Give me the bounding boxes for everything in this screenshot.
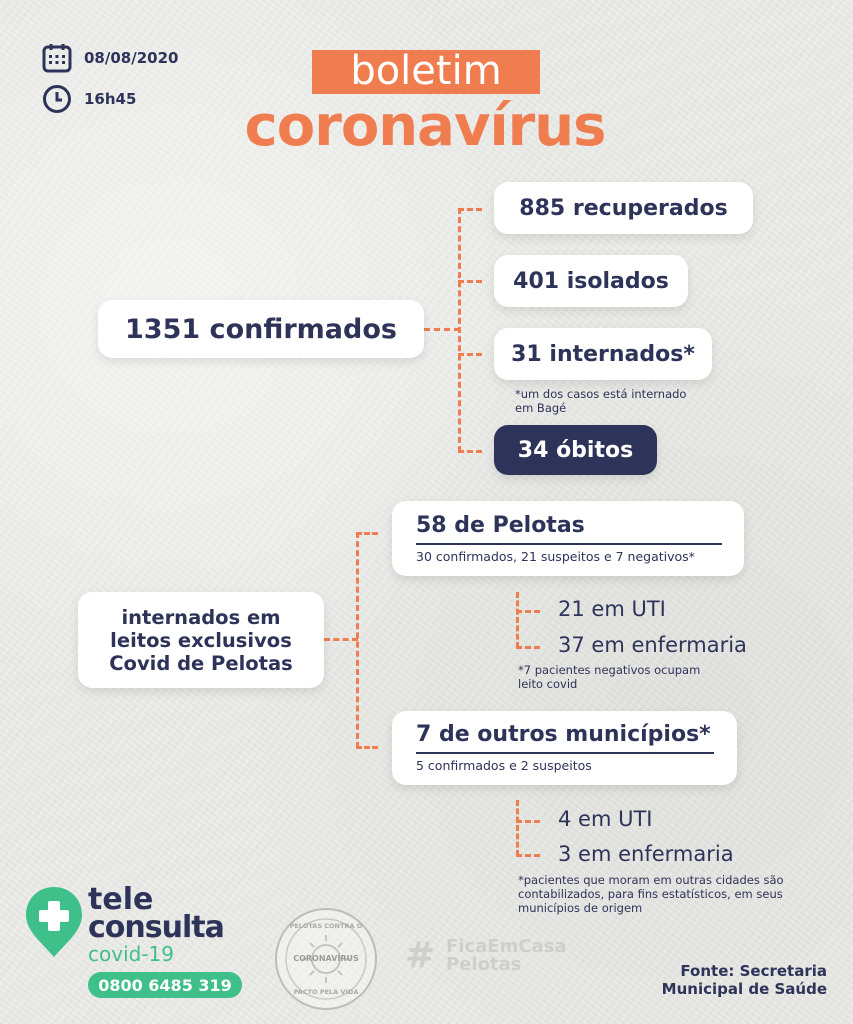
- confirmed-count: 1351 confirmados: [125, 313, 397, 345]
- hospitalized-note: *um dos casos está internado em Bagé: [515, 387, 687, 415]
- phone-number: 0800 6485 319: [98, 975, 232, 995]
- pelotas-card: [392, 501, 744, 576]
- seal-mid: CORONAVÍRUS: [293, 954, 359, 963]
- teleconsulta-consulta: consulta: [88, 910, 224, 945]
- hashtag-line-2: Pelotas: [446, 954, 522, 975]
- other-card: [392, 711, 737, 785]
- isolated-card: [494, 255, 688, 307]
- hashtag-line-1: FicaEmCasa: [446, 936, 567, 957]
- beds-label-card: [78, 592, 324, 688]
- connector: [458, 208, 482, 211]
- connector: [516, 820, 540, 823]
- seal-top: PELOTAS CONTRA O: [289, 922, 363, 930]
- other-detail: 5 confirmados e 2 suspeitos: [416, 758, 592, 773]
- other-note: *pacientes que moram em outras cidades são contabilizados, para fins estatísticos, em seus municípios de origem: [518, 873, 784, 915]
- connector: [458, 280, 482, 283]
- connector: [516, 800, 519, 856]
- connector: [424, 328, 460, 331]
- pelotas-note: *7 pacientes negativos ocupam leito covid: [518, 663, 701, 691]
- other-uti: 4 em UTI: [558, 807, 653, 831]
- source-line-2: Municipal de Saúde: [661, 980, 827, 998]
- bulletin-time: 16h45: [84, 90, 137, 108]
- pelotas-divider: [416, 543, 722, 545]
- title-main: coronavírus: [244, 94, 606, 159]
- connector: [516, 592, 519, 648]
- title-top: boletim: [350, 48, 502, 94]
- other-divider: [416, 752, 714, 754]
- isolated-count: 401 isolados: [513, 268, 669, 294]
- deaths-card: [494, 425, 657, 475]
- connector: [516, 646, 540, 649]
- connector: [356, 532, 359, 748]
- source-line-1: Fonte: Secretaria: [680, 962, 827, 980]
- other-title: 7 de outros municípios*: [416, 722, 711, 747]
- connector: [356, 746, 378, 749]
- connector: [458, 353, 482, 356]
- clock-icon: [42, 84, 72, 114]
- connector: [356, 532, 378, 535]
- phone-number-badge[interactable]: [88, 972, 242, 998]
- recovered-count: 885 recuperados: [519, 195, 728, 221]
- calendar-icon: [42, 43, 72, 73]
- other-ward: 3 em enfermaria: [558, 842, 734, 866]
- seal-bottom: PACTO PELA VIDA: [293, 988, 359, 996]
- teleconsulta-covid: covid-19: [88, 942, 174, 966]
- confirmed-card: [98, 300, 424, 358]
- pelotas-title: 58 de Pelotas: [416, 513, 585, 538]
- connector: [516, 854, 540, 857]
- deaths-count: 34 óbitos: [517, 437, 634, 463]
- pelotas-uti: 21 em UTI: [558, 597, 666, 621]
- hashtag-icon: #: [405, 935, 436, 976]
- teleconsulta-pin-icon: [24, 885, 84, 959]
- recovered-card: [494, 182, 753, 234]
- bulletin-date: 08/08/2020: [84, 49, 179, 67]
- pelotas-ward: 37 em enfermaria: [558, 633, 747, 657]
- pelotas-detail: 30 confirmados, 21 suspeitos e 7 negativos*: [416, 549, 695, 564]
- pelotas-seal: [275, 908, 377, 1010]
- hospitalized-count: 31 internados*: [511, 341, 695, 367]
- beds-label: internados em leitos exclusivos Covid de Pelotas: [109, 605, 293, 675]
- connector: [516, 610, 540, 613]
- connector: [458, 208, 461, 452]
- connector: [458, 450, 482, 453]
- teleconsulta-tele: tele: [88, 882, 154, 917]
- hospitalized-card: [494, 328, 712, 380]
- connector: [324, 638, 358, 641]
